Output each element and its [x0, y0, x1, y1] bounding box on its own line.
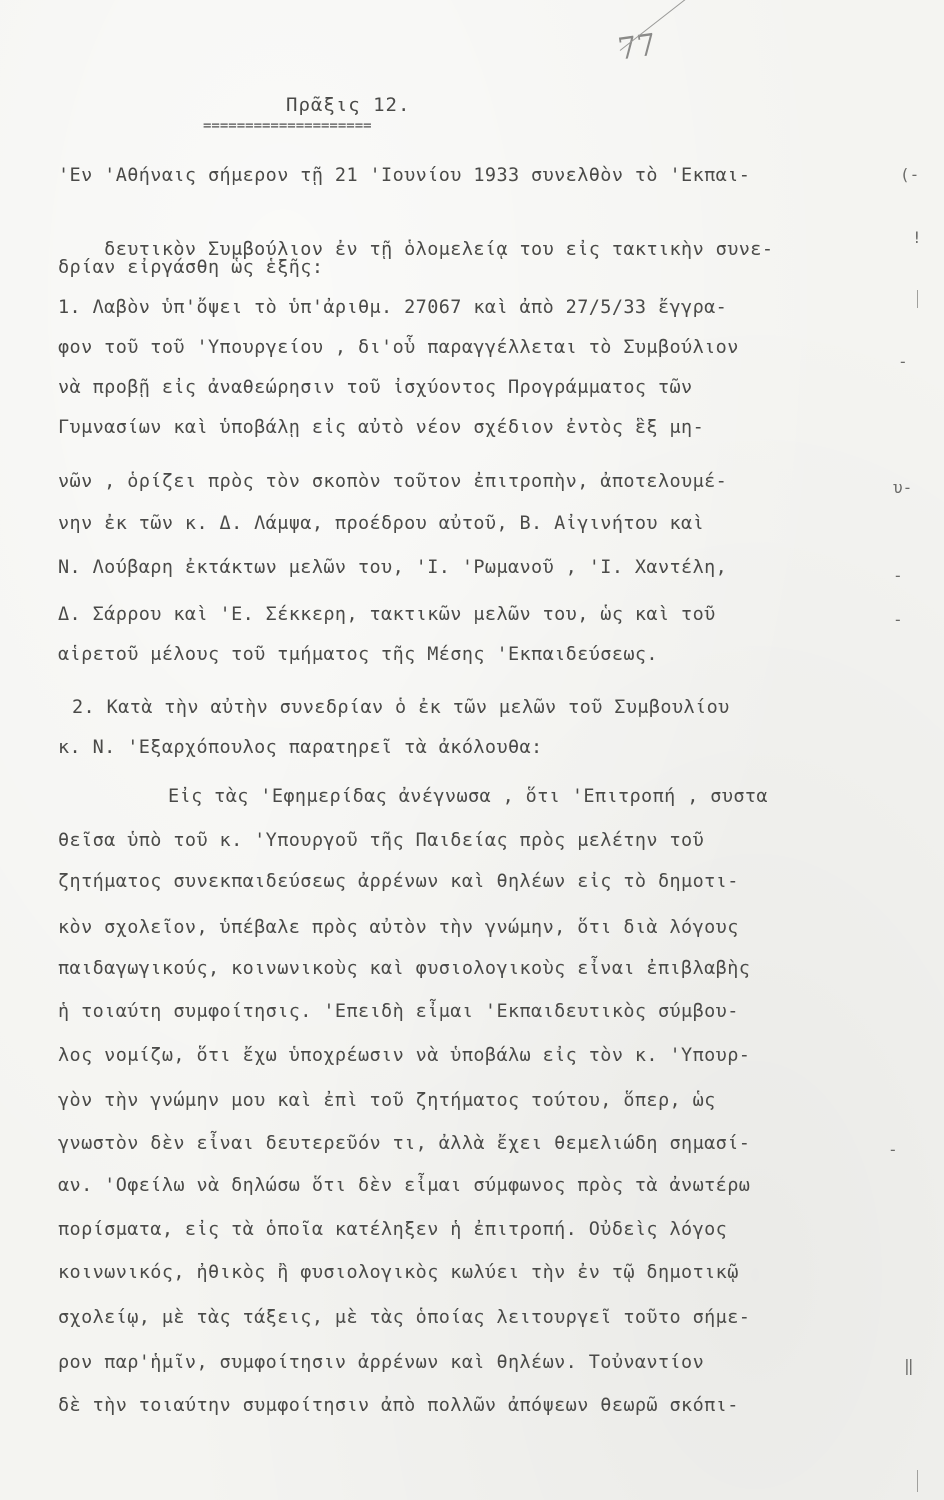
margin-mark: ‖: [904, 1356, 914, 1375]
text-line: ρον παρ'ἡμῖν, συμφοίτησιν ἀρρένων καὶ θηλέων. Τοὐναντίον: [58, 1352, 705, 1373]
document-heading: Πρᾶξις 12.: [286, 94, 411, 116]
text-line: Γυμνασίων καὶ ὑποβάλῃ εἰς αὐτὸ νέον σχέδιον ἐντὸς ἓξ μη-: [58, 417, 705, 438]
text-line: Εἰς τὰς 'Εφημερίδας ἀνέγνωσα , ὅτι 'Επιτροπή , συστα: [168, 786, 768, 807]
text-line: Δ. Σάρρου καὶ 'Ε. Σέκκερη, τακτικῶν μελῶν του, ὡς καὶ τοῦ: [58, 604, 716, 625]
margin-mark: υ-: [893, 478, 913, 497]
heading-underline: ====================: [203, 118, 372, 134]
text-line: 'Εν 'Αθήναις σήμερον τῇ 21 'Ιουνίου 1933 συνελθὸν τὸ 'Εκπαι-: [58, 165, 751, 186]
margin-mark: -: [893, 610, 903, 629]
text-line: κὸν σχολεῖον, ὑπέβαλε πρὸς αὐτὸν τὴν γνώμην, ὅτι διὰ λόγους: [58, 917, 739, 938]
text-line: γνωστὸν δὲν εἶναι δευτερεῦόν τι, ἀλλὰ ἔχει θεμελιώδη σημασί-: [58, 1133, 751, 1154]
margin-mark: (-: [900, 165, 920, 184]
text-line: πορίσματα, εἰς τὰ ὁποῖα κατέληξεν ἡ ἐπιτροπή. Οὐδεὶς λόγος: [58, 1219, 728, 1240]
margin-tick: [917, 1470, 918, 1492]
text-line: ἡ τοιαύτη συμφοίτησις. 'Επειδὴ εἶμαι 'Εκπαιδευτικὸς σύμβου-: [58, 1001, 739, 1022]
text-line: νὰ προβῇ εἰς ἀναθεώρησιν τοῦ ἰσχύοντος Προγράμματος τῶν: [58, 377, 693, 398]
margin-tick: [917, 290, 918, 308]
margin-mark: -: [898, 352, 908, 371]
text-line: 1. Λαβὸν ὑπ'ὄψει τὸ ὑπ'ἀριθμ. 27067 καὶ ἀπὸ 27/5/33 ἔγγρα-: [58, 297, 728, 318]
text-line: νην ἐκ τῶν κ. Δ. Λάμψα, προέδρου αὐτοῦ, Β. Αἰγινήτου καὶ: [58, 513, 705, 534]
text-line: κοινωνικός, ἠθικὸς ἢ φυσιολογικὸς κωλύει τὴν ἐν τῷ δημοτικῷ: [58, 1262, 739, 1283]
text-line: 2. Κατὰ τὴν αὐτὴν συνεδρίαν ὁ ἐκ τῶν μελῶν τοῦ Συμβουλίου: [72, 697, 730, 718]
text-line: φον τοῦ τοῦ 'Υπουργείου , δι'οὗ παραγγέλλεται τὸ Συμβούλιον: [58, 337, 739, 358]
text-line: γὸν τὴν γνώμην μου καὶ ἐπὶ τοῦ ζητήματος τούτου, ὅπερ, ὡς: [58, 1090, 716, 1111]
text-line: δευτικὸν Συμβούλιον ἐν τῇ ὁλομελείᾳ του εἰς τακτικὴν συνε-: [104, 239, 774, 260]
text-line: λος νομίζω, ὅτι ἔχω ὑποχρέωσιν νὰ ὑποβάλω εἰς τὸν κ. 'Υπουρ-: [58, 1045, 751, 1066]
text-line: δὲ τὴν τοιαύτην συμφοίτησιν ἀπὸ πολλῶν ἀπόψεων θεωρῶ σκόπι-: [58, 1395, 739, 1416]
text-line: θεῖσα ὑπὸ τοῦ κ. 'Υπουργοῦ τῆς Παιδείας πρὸς μελέτην τοῦ: [58, 830, 705, 851]
text-line: αν. 'Οφείλω νὰ δηλώσω ὅτι δὲν εἶμαι σύμφωνος πρὸς τὰ ἀνωτέρω: [58, 1175, 751, 1196]
text-line: δρίαν εἰργάσθη ὡς ἑξῆς:: [58, 257, 324, 278]
margin-mark: -: [893, 566, 903, 585]
text-line: παιδαγωγικούς, κοινωνικοὺς καὶ φυσιολογικοὺς εἶναι ἐπιβλαβὴς: [58, 958, 751, 979]
margin-mark: !: [912, 228, 922, 247]
margin-mark: -: [888, 1140, 898, 1159]
text-line: ζητήματος συνεκπαιδεύσεως ἀρρένων καὶ θηλέων εἰς τὸ δημοτι-: [58, 871, 739, 892]
text-line: νῶν , ὁρίζει πρὸς τὸν σκοπὸν τοῦτον ἐπιτροπὴν, ἀποτελουμέ-: [58, 471, 728, 492]
text-line: Ν. Λούβαρη ἐκτάκτων μελῶν του, 'Ι. 'Ρωμανοῦ , 'Ι. Χαντέλη,: [58, 557, 728, 578]
text-line: αἱρετοῦ μέλους τοῦ τμήματος τῆς Μέσης 'Εκπαιδεύσεως.: [58, 644, 658, 665]
text-line: σχολείῳ, μὲ τὰς τάξεις, μὲ τὰς ὁποίας λειτουργεῖ τοῦτο σήμε-: [58, 1307, 751, 1328]
text-line: κ. Ν. 'Εξαρχόπουλος παρατηρεῖ τὰ ἀκόλουθα:: [58, 737, 543, 758]
handwritten-page-number: 77: [615, 27, 659, 68]
